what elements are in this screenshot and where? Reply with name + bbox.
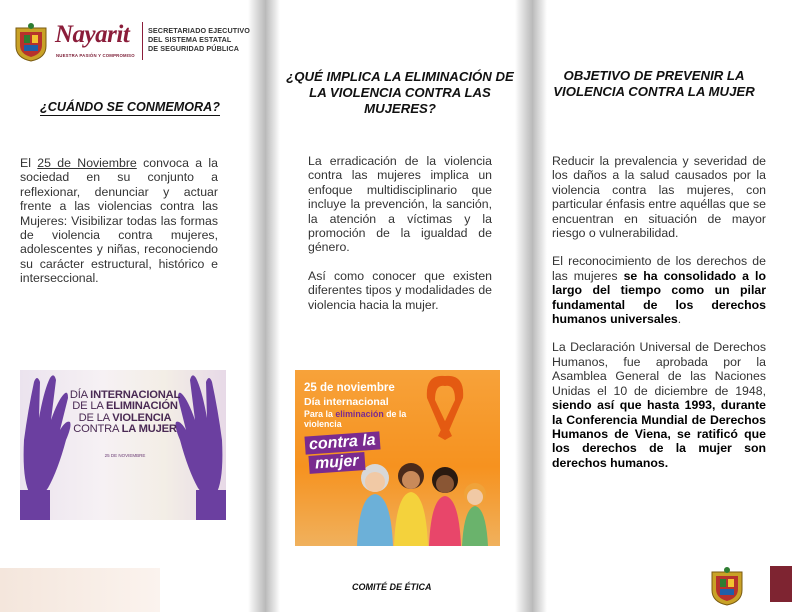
- decorative-strip: [770, 566, 792, 602]
- panel3-heading: OBJETIVO DE PREVENIR LA VIOLENCIA CONTRA LA MUJER: [553, 68, 755, 99]
- brand-wordmark: Nayarit: [55, 21, 130, 48]
- poster-tag: contra la: [304, 431, 380, 454]
- poster-date: 25 DE NOVIEMBRE: [104, 453, 146, 458]
- decorative-strip: [0, 568, 160, 612]
- poster-date: 25 de noviembre: [304, 382, 395, 394]
- paragraph: El reconocimiento de los derechos de las mujeres se ha consolidado a lo largo del tiempo como un pilar fundamental de los derechos humanos universales.: [552, 254, 766, 327]
- agency-line: SECRETARIADO EJECUTIVO: [148, 26, 250, 35]
- poster-subtitle: Para la eliminación de la violencia: [304, 409, 407, 429]
- brand-motto: NUESTRA PASIÓN Y COMPROMISO: [56, 53, 135, 58]
- panel1-body: El 25 de Noviembre convoca a la sociedad en su conjunto a reflexionar, denunciar y actuar frente a las violencias contra las Mujeres: Visibilizar todas las formas de violencia contra mujeres, adolescentes y niñas, reconociendo su carácter estructural, histórico e interseccional.: [20, 156, 218, 286]
- panel3-body: [552, 154, 766, 470]
- agency-line: DE SEGURIDAD PÚBLICA: [148, 44, 240, 53]
- fold-shadow: [533, 0, 547, 612]
- fold-shadow: [248, 0, 266, 612]
- paragraph: Así como conocer que existen diferentes tipos y modalidades de violencia hacia la mujer.: [308, 268, 492, 312]
- orange-awareness-poster: [295, 370, 500, 546]
- poster-tag: mujer: [308, 452, 365, 474]
- agency-line: DEL SISTEMA ESTATAL: [148, 35, 232, 44]
- panel1-heading: ¿CUÁNDO SE CONMEMORA?: [40, 100, 220, 114]
- paragraph: Reducir la prevalencia y severidad de los daños a la salud causados por la violencia contra las mujeres, con particular énfasis entre aquéllas que se encuentran en situación de mayor riesgo o vulnerabilidad.: [552, 154, 766, 241]
- header-divider: [142, 22, 143, 60]
- paragraph: La Declaración Universal de Derechos Humanos, fue aprobada por la Asamblea General de las Naciones Unidas el 10 de diciembre de 1948, siendo así que hasta 1993, durante la Conferencia Mundial de Derechos Humanos de Viena, se ratificó que los derechos de la mujer son derechos humanos.: [552, 340, 766, 470]
- header-logo-block: [12, 18, 258, 68]
- poster-title: Día internacional: [304, 396, 389, 408]
- state-seal-icon: [708, 566, 746, 606]
- panel2-body: [308, 154, 492, 312]
- state-seal-icon: [12, 22, 50, 62]
- footer-committee: COMITÉ DE ÉTICA: [352, 582, 432, 592]
- purple-hands-poster: [20, 370, 226, 520]
- fold-shadow: [266, 0, 280, 612]
- panel-left: [0, 0, 262, 612]
- poster-title: DÍA INTERNACIONAL DE LA ELIMINACIÓN DE LA VIOLENCIA CONTRA LA MUJER: [69, 389, 181, 436]
- paragraph: La erradicación de la violencia contra las mujeres implica un enfoque multidisciplinario que incluye la prevención, la sanción, la atención a víctimas y la promoción de la igualdad de género.: [308, 154, 492, 255]
- panel2-heading: ¿QUÉ IMPLICA LA ELIMINACIÓN DE LA VIOLENCIA CONTRA LAS MUJERES?: [286, 69, 514, 116]
- agency-name: [148, 26, 262, 53]
- date-highlight: 25 de Noviembre: [37, 156, 137, 170]
